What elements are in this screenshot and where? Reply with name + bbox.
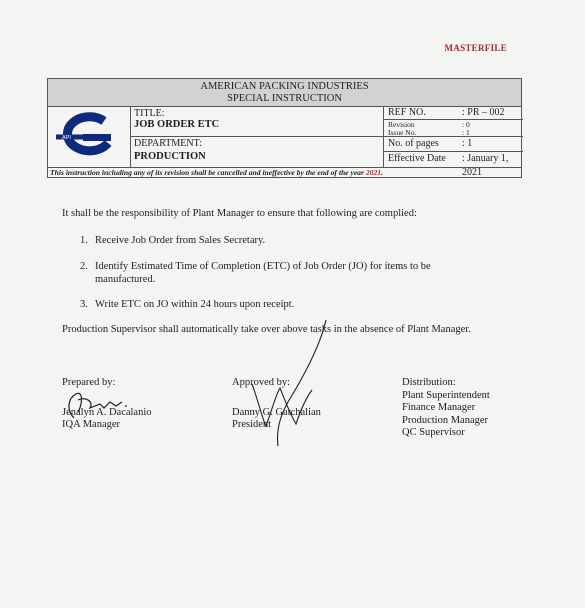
divider (131, 136, 383, 137)
list-item-text: Write ETC on JO within 24 hours upon receipt. (95, 299, 295, 310)
prepared-by-label: Prepared by: (62, 377, 116, 388)
reference-cell (384, 107, 523, 178)
effective-date-value: : January 1, 2021 (462, 153, 509, 178)
footer-note-year: 2021 (365, 168, 382, 177)
list-item (80, 298, 294, 311)
company-logo-icon (48, 107, 131, 167)
distribution-label: Distribution: (402, 377, 456, 388)
ref-no-value: : PR – 002 (462, 107, 505, 118)
header-title-bar (48, 79, 521, 107)
list-item (80, 234, 265, 247)
distribution-block (402, 377, 490, 440)
distribution-item: Production Manager (402, 414, 489, 426)
department-value: PRODUCTION (134, 151, 206, 162)
effective-date-row (384, 152, 523, 178)
document-header-table (47, 78, 522, 178)
department-label: DEPARTMENT: (134, 138, 202, 149)
pages-row (384, 137, 523, 152)
list-item (80, 260, 431, 286)
effective-date-label: Effective Date (388, 153, 446, 164)
masterfile-stamp: MASTERFILE (444, 43, 507, 53)
header-footer-note (48, 167, 521, 178)
pages-value: : 1 (462, 138, 473, 149)
title-cell (131, 107, 384, 167)
document-type: SPECIAL INSTRUCTION (227, 93, 342, 104)
closing-paragraph: Production Supervisor shall automatically take over above tasks in the absence of Plant Manager. (62, 324, 471, 335)
prepared-by-role: IQA Manager (62, 419, 121, 430)
company-name: AMERICAN PACKING INDUSTRIES (200, 81, 369, 92)
list-item-text-block (95, 260, 431, 286)
approved-by-role: President (232, 419, 272, 430)
prepared-by-name: Jenalyn A. Dacalanio (62, 406, 152, 418)
list-item-number: 3. (80, 299, 88, 310)
footer-note-end: . (381, 168, 383, 177)
list-item-number: 2. (80, 261, 88, 272)
approved-by-name: Danny G. Gatchalian (232, 406, 321, 418)
issue-label: Issue No. (388, 128, 417, 137)
approved-by-label: Approved by: (232, 377, 291, 388)
distribution-item: QC Supervisor (402, 427, 465, 438)
intro-paragraph: It shall be the responsibility of Plant Manager to ensure that following are complied: (62, 208, 417, 219)
approved-by-signature (240, 318, 345, 450)
prepared-by-signature (60, 380, 130, 425)
logo-cell (48, 107, 131, 167)
revision-value: : 0 (462, 120, 470, 129)
ref-no-label: REF NO. (388, 107, 426, 118)
distribution-item: Finance Manager (402, 402, 476, 413)
issue-row (384, 129, 523, 137)
list-item-text: Receive Job Order from Sales Secretary. (95, 235, 266, 246)
footer-note-text: This instruction including any of its revision shall be cancelled and ineffective by the end of the year (50, 168, 366, 177)
logo-text: API (62, 135, 71, 141)
title-label: TITLE: (134, 108, 165, 119)
list-item-text: Identify Estimated Time of Completion (ETC) of Job Order (JO) for items to be (95, 261, 431, 272)
pages-label: No. of pages (388, 138, 439, 149)
distribution-item: Plant Superintendent (402, 389, 490, 401)
title-value: JOB ORDER ETC (134, 119, 220, 130)
issue-value: : 1 (462, 128, 470, 137)
revision-label: Revision (388, 120, 415, 129)
list-item-text-continued: manufactured. (95, 274, 156, 285)
list-item-number: 1. (80, 235, 88, 246)
ref-no-row (384, 107, 523, 120)
